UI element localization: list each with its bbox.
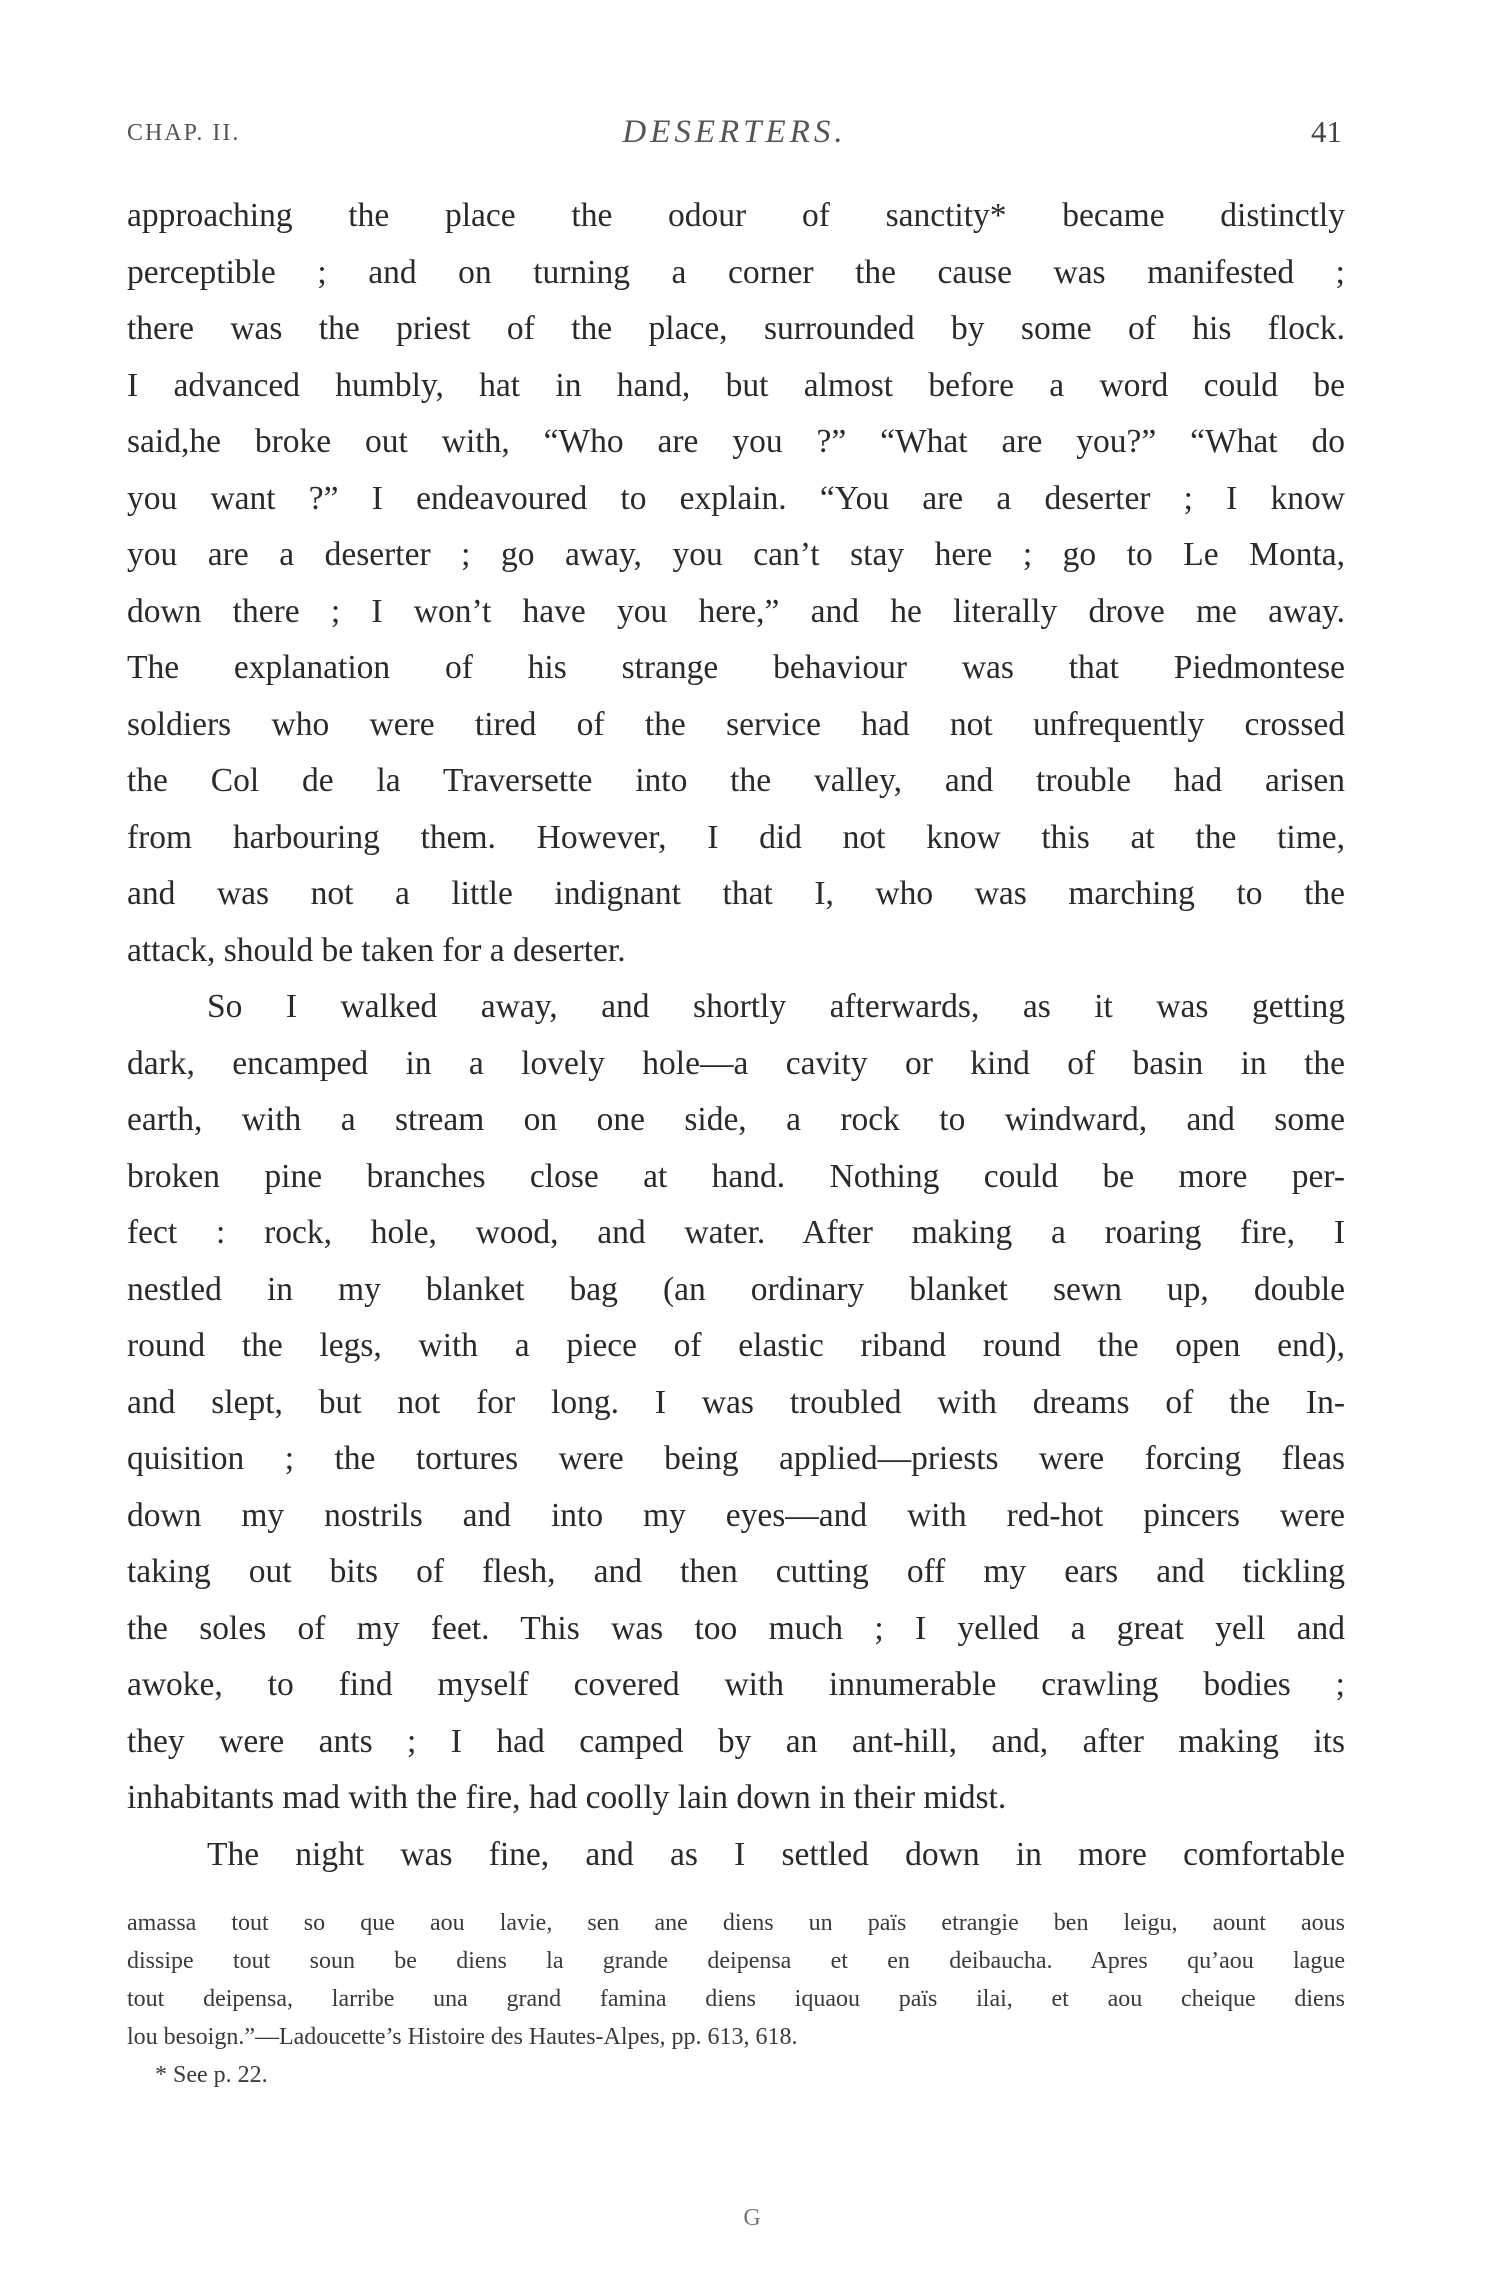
body-line: dark, encamped in a lovely hole—a cavity or kind of basin in the: [127, 1044, 1345, 1082]
body-line: round the legs, with a piece of elastic riband round the open end),: [127, 1327, 1345, 1364]
footnote-line: amassa tout so que aou lavie, sen ane diens un païs etrangie ben leigu, aount aous: [127, 1910, 1345, 1936]
body-line: and was not a little indignant that I, who was marching to the: [127, 875, 1345, 912]
body-line: The night was fine, and as I settled down in more comfortable: [207, 1835, 1345, 1873]
running-header: [127, 112, 1342, 156]
body-line: fect : rock, hole, wood, and water. After making a roaring fire, I: [127, 1214, 1345, 1251]
body-line: I advanced humbly, hat in hand, but almost before a word could be: [127, 366, 1345, 404]
body-line: The explanation of his strange behaviour was that Piedmontese: [127, 649, 1345, 686]
footnote-line: tout deipensa, larribe una grand famina diens iquaou païs ilai, et aou cheique diens: [127, 1986, 1345, 2012]
body-line: they were ants ; I had camped by an ant-hill, and, after making its: [127, 1722, 1345, 1760]
footnote-line: dissipe tout soun be diens la grande deipensa et en deibaucha. Apres qu’aou lague: [127, 1948, 1345, 1974]
body-line: the Col de la Traversette into the valley, and trouble had arisen: [127, 762, 1345, 799]
body-line: broken pine branches close at hand. Nothing could be more per-: [127, 1157, 1345, 1195]
footnote-reference: * See p. 22.: [155, 2062, 268, 2088]
chapter-label: CHAP. II.: [127, 120, 241, 146]
body-line: from harbouring them. However, I did not know this at the time,: [127, 818, 1345, 856]
body-line: down there ; I won’t have you here,” and he literally drove me away.: [127, 592, 1345, 630]
body-line: the soles of my feet. This was too much ; I yelled a great yell and: [127, 1609, 1345, 1647]
body-line: So I walked away, and shortly afterwards, as it was getting: [207, 988, 1345, 1025]
body-line: approaching the place the odour of sanctity* became distinctly: [127, 197, 1345, 234]
body-line: nestled in my blanket bag (an ordinary blanket sewn up, double: [127, 1270, 1345, 1308]
body-line: down my nostrils and into my eyes—and with red-hot pincers were: [127, 1496, 1345, 1534]
body-line: awoke, to find myself covered with innumerable crawling bodies ;: [127, 1666, 1345, 1703]
body-line: attack, should be taken for a deserter.: [127, 931, 626, 969]
body-line: inhabitants mad with the fire, had coolly lain down in their midst.: [127, 1779, 1007, 1816]
body-line: taking out bits of flesh, and then cutting off my ears and tickling: [127, 1553, 1345, 1590]
body-line: soldiers who were tired of the service had not unfrequently crossed: [127, 705, 1345, 743]
body-line: perceptible ; and on turning a corner the cause was manifested ;: [127, 253, 1345, 291]
body-line: you want ?” I endeavoured to explain. “You are a deserter ; I know: [127, 479, 1345, 517]
running-title: DESERTERS.: [622, 114, 847, 150]
page-number: 41: [1311, 114, 1342, 149]
body-line: said,he broke out with, “Who are you ?” “What are you?” “What do: [127, 423, 1345, 460]
footnotes: [127, 1904, 1345, 2094]
footnote-line: lou besoign.”—Ladoucette’s Histoire des Hautes-Alpes, pp. 613, 618.: [127, 2024, 798, 2050]
body-line: earth, with a stream on one side, a rock to windward, and some: [127, 1101, 1345, 1138]
body-line: and slept, but not for long. I was troubled with dreams of the In-: [127, 1383, 1345, 1421]
body-line: you are a deserter ; go away, you can’t stay here ; go to Le Monta,: [127, 536, 1345, 573]
signature-mark: G: [743, 2205, 761, 2231]
body-line: quisition ; the tortures were being applied—priests were forcing fleas: [127, 1440, 1345, 1477]
body-text: [127, 188, 1345, 1883]
body-line: there was the priest of the place, surrounded by some of his flock.: [127, 310, 1345, 347]
